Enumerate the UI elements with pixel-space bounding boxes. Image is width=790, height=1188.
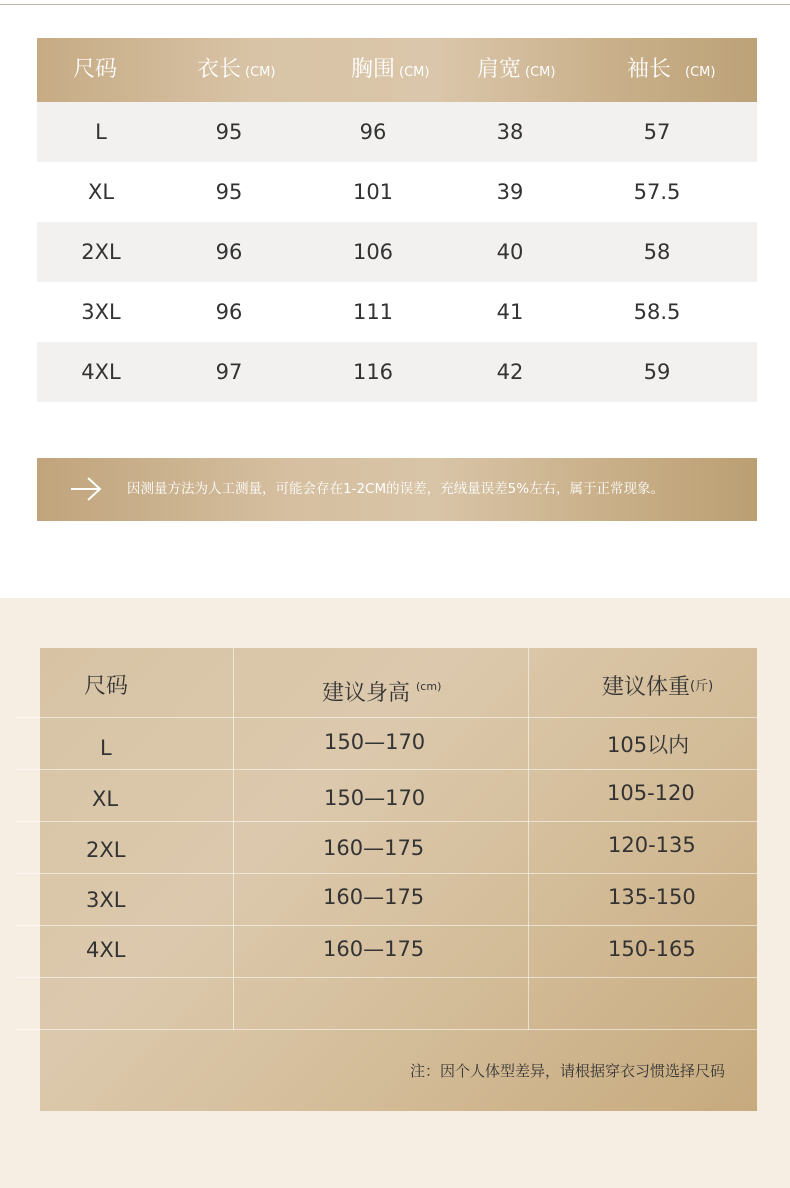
row-divider	[15, 1029, 757, 1030]
shoulder-cell: 38	[496, 120, 524, 144]
row-divider	[15, 873, 757, 874]
sizing-footnote: 注：因个人体型差异，请根据穿衣习惯选择尺码	[409, 1062, 725, 1080]
length-cell: 96	[215, 300, 243, 324]
weight-cell: 150-165	[608, 937, 696, 961]
header-weight: 建议体重(斤)	[602, 675, 714, 700]
chest-cell: 96	[359, 120, 387, 144]
header-size: 尺码	[73, 57, 118, 82]
column-divider	[528, 648, 529, 1030]
shoulder-cell: 40	[496, 240, 524, 264]
size-cell: 4XL	[81, 360, 121, 384]
header-chest: 胸围 (CM)	[351, 57, 430, 82]
sleeve-cell: 58	[643, 240, 671, 264]
weight-cell: 105以内	[607, 733, 690, 757]
chest-cell: 111	[352, 300, 394, 324]
row-divider	[15, 769, 757, 770]
measurement-note-text: 因测量方法为人工测量，可能会存在1-2CM的误差，充绒量误差5%左右，属于正常现象。	[127, 481, 665, 497]
weight-cell: 120-135	[608, 833, 696, 857]
header-height: 建议身高 $^{(cm)}$	[322, 680, 442, 706]
row-divider	[15, 977, 757, 978]
header-shoulder: 肩宽 (CM)	[477, 57, 556, 82]
height-cell: 150—170	[324, 786, 426, 810]
size-cell: XL	[87, 180, 115, 204]
table-row	[37, 162, 757, 222]
size-measurement-table	[37, 38, 757, 402]
length-cell: 97	[215, 360, 243, 384]
height-cell: 160—175	[323, 836, 425, 860]
height-cell: 150—170	[324, 730, 426, 754]
table-row	[37, 102, 757, 162]
weight-cell: 105-120	[607, 781, 695, 805]
table-row	[37, 342, 757, 402]
length-cell: 96	[215, 240, 243, 264]
arrow-right-icon	[69, 476, 103, 502]
size-cell: 3XL	[86, 888, 126, 912]
size-table-header	[37, 38, 757, 102]
height-cell: 160—175	[323, 885, 425, 909]
header-length: 衣长 (CM)	[197, 57, 276, 82]
height-cell: 160—175	[323, 937, 425, 961]
row-divider	[15, 821, 757, 822]
column-divider	[233, 648, 234, 1030]
table-row	[37, 222, 757, 282]
size-cell: L	[95, 120, 107, 144]
recommendation-table	[40, 648, 757, 1111]
size-cell: 2XL	[86, 838, 126, 862]
recommendation-section	[0, 598, 790, 1188]
size-cell: 3XL	[81, 300, 121, 324]
shoulder-cell: 41	[496, 300, 524, 324]
chest-cell: 106	[352, 240, 394, 264]
sleeve-cell: 57.5	[633, 180, 681, 204]
length-cell: 95	[215, 180, 243, 204]
size-cell: XL	[92, 787, 119, 811]
sleeve-cell: 57	[643, 120, 671, 144]
shoulder-cell: 39	[496, 180, 524, 204]
sleeve-cell: 58.5	[633, 300, 681, 324]
row-divider	[15, 925, 757, 926]
top-divider	[0, 4, 790, 5]
chest-cell: 101	[352, 180, 394, 204]
size-cell: L	[100, 736, 112, 760]
shoulder-cell: 42	[496, 360, 524, 384]
size-cell: 4XL	[86, 938, 126, 962]
length-cell: 95	[215, 120, 243, 144]
header-sleeve: 袖长 (CM)	[627, 57, 716, 82]
measurement-note-bar	[37, 458, 757, 521]
chest-cell: 116	[352, 360, 394, 384]
weight-cell: 135-150	[608, 885, 696, 909]
sleeve-cell: 59	[643, 360, 671, 384]
size-cell: 2XL	[81, 240, 121, 264]
header-size: 尺码	[84, 674, 129, 699]
table-row	[37, 282, 757, 342]
